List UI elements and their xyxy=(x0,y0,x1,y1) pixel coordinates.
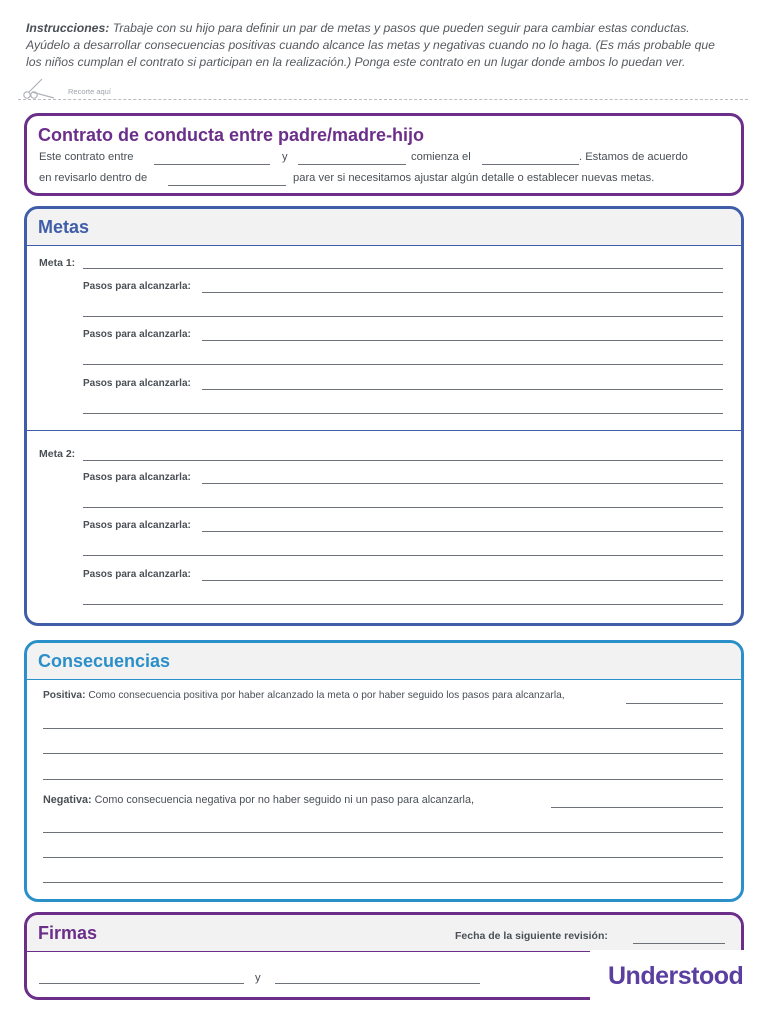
goal-1-steps-1-label: Pasos para alcanzarla: xyxy=(83,281,191,292)
positive-field-2[interactable] xyxy=(43,728,723,729)
goal-2-label: Meta 2: xyxy=(39,448,76,460)
goal-2-field[interactable] xyxy=(83,460,723,461)
cut-line xyxy=(18,76,748,106)
goal-1-label: Meta 1: xyxy=(39,257,76,269)
negative-field-3[interactable] xyxy=(43,857,723,858)
goal-1-steps-2-field-2[interactable] xyxy=(83,364,723,365)
contract-text-2: y xyxy=(282,151,288,163)
instructions-line-2: Ayúdelo a desarrollar consecuencias positivas cuando alcance las metas y negativas cuando no lo haga. (Es más probable que xyxy=(26,38,715,52)
contract-text-3: comienza el xyxy=(411,151,471,163)
contract-text-6: para ver si necesitamos ajustar algún detalle o establecer nuevas metas. xyxy=(293,172,655,184)
contract-section xyxy=(24,113,744,196)
goal-1-steps-3-label: Pasos para alcanzarla: xyxy=(83,378,191,389)
review-period-field[interactable] xyxy=(168,185,286,186)
goal-2-steps-2-field[interactable] xyxy=(202,531,723,532)
positive-field-3[interactable] xyxy=(43,753,723,754)
instructions-line-1: Trabaje con su hijo para definir un par de metas y pasos que pueden seguir para cambiar estas conductas. xyxy=(112,21,690,35)
goal-2-steps-1-label: Pasos para alcanzarla: xyxy=(83,472,191,483)
review-date-label: Fecha de la siguiente revisión: xyxy=(455,930,608,942)
goal-2-steps-3-label: Pasos para alcanzarla: xyxy=(83,569,191,580)
goal-1-steps-1-field[interactable] xyxy=(202,292,723,293)
goal-1-steps-2-field[interactable] xyxy=(202,340,723,341)
contract-text-5: en revisarlo dentro de xyxy=(39,172,148,184)
negative-field-4[interactable] xyxy=(43,882,723,883)
review-date-field[interactable] xyxy=(633,943,725,944)
contract-title: Contrato de conducta entre padre/madre-hijo xyxy=(38,125,425,145)
positive-label: Positiva: xyxy=(43,690,86,701)
goal-2-steps-3-field[interactable] xyxy=(202,580,723,581)
goals-divider xyxy=(27,430,744,431)
consequences-title: Consecuencias xyxy=(38,651,171,671)
positive-field-4[interactable] xyxy=(43,779,723,780)
goals-title: Metas xyxy=(38,217,90,237)
negative-field-2[interactable] xyxy=(43,832,723,833)
signatures-and: y xyxy=(255,972,261,984)
negative-consequence-text xyxy=(43,794,474,806)
goal-2-steps-3-field-2[interactable] xyxy=(83,604,723,605)
negative-description: Como consecuencia negativa por no haber seguido ni un paso para alcanzarla, xyxy=(94,794,474,806)
child-name-field[interactable] xyxy=(298,164,406,165)
understood-logo: Understood xyxy=(608,962,744,990)
goal-2-steps-1-field-2[interactable] xyxy=(83,507,723,508)
consequences-header xyxy=(27,643,741,680)
parent-signature-field[interactable] xyxy=(39,983,244,984)
dashed-divider xyxy=(18,99,748,100)
contract-text-4: . Estamos de acuerdo xyxy=(579,151,688,163)
start-date-field[interactable] xyxy=(482,164,579,165)
consequences-section xyxy=(24,640,744,902)
cut-label: Recorte aquí xyxy=(64,87,115,96)
goal-1-steps-3-field[interactable] xyxy=(202,389,723,390)
child-signature-field[interactable] xyxy=(275,983,480,984)
positive-description: Como consecuencia positiva por haber alcanzado la meta o por haber seguido los pasos para alcanzarla, xyxy=(88,690,565,701)
instructions-label: Instrucciones: xyxy=(26,21,110,35)
positive-field[interactable] xyxy=(626,703,723,704)
signatures-header xyxy=(27,915,741,952)
goal-1-steps-2-label: Pasos para alcanzarla: xyxy=(83,329,191,340)
contract-text-1: Este contrato entre xyxy=(39,151,134,163)
goal-2-steps-2-field-2[interactable] xyxy=(83,555,723,556)
goal-2-steps-1-field[interactable] xyxy=(202,483,723,484)
goal-2-steps-2-label: Pasos para alcanzarla: xyxy=(83,520,191,531)
goal-1-steps-3-field-2[interactable] xyxy=(83,413,723,414)
goal-1-field[interactable] xyxy=(83,268,723,269)
signatures-title: Firmas xyxy=(38,923,98,943)
goal-1-steps-1-field-2[interactable] xyxy=(83,316,723,317)
parent-name-field[interactable] xyxy=(154,164,270,165)
goals-header xyxy=(27,209,741,246)
negative-label: Negativa: xyxy=(43,794,92,806)
negative-field[interactable] xyxy=(551,807,723,808)
instructions xyxy=(26,20,746,71)
positive-consequence-text xyxy=(43,690,565,701)
scissors-icon xyxy=(20,76,60,102)
goals-section xyxy=(24,206,744,626)
instructions-line-3: los niños cumplan el contrato si participan en la realización.) Ponga este contrato en un lugar donde ambos lo puedan ver. xyxy=(26,55,686,69)
